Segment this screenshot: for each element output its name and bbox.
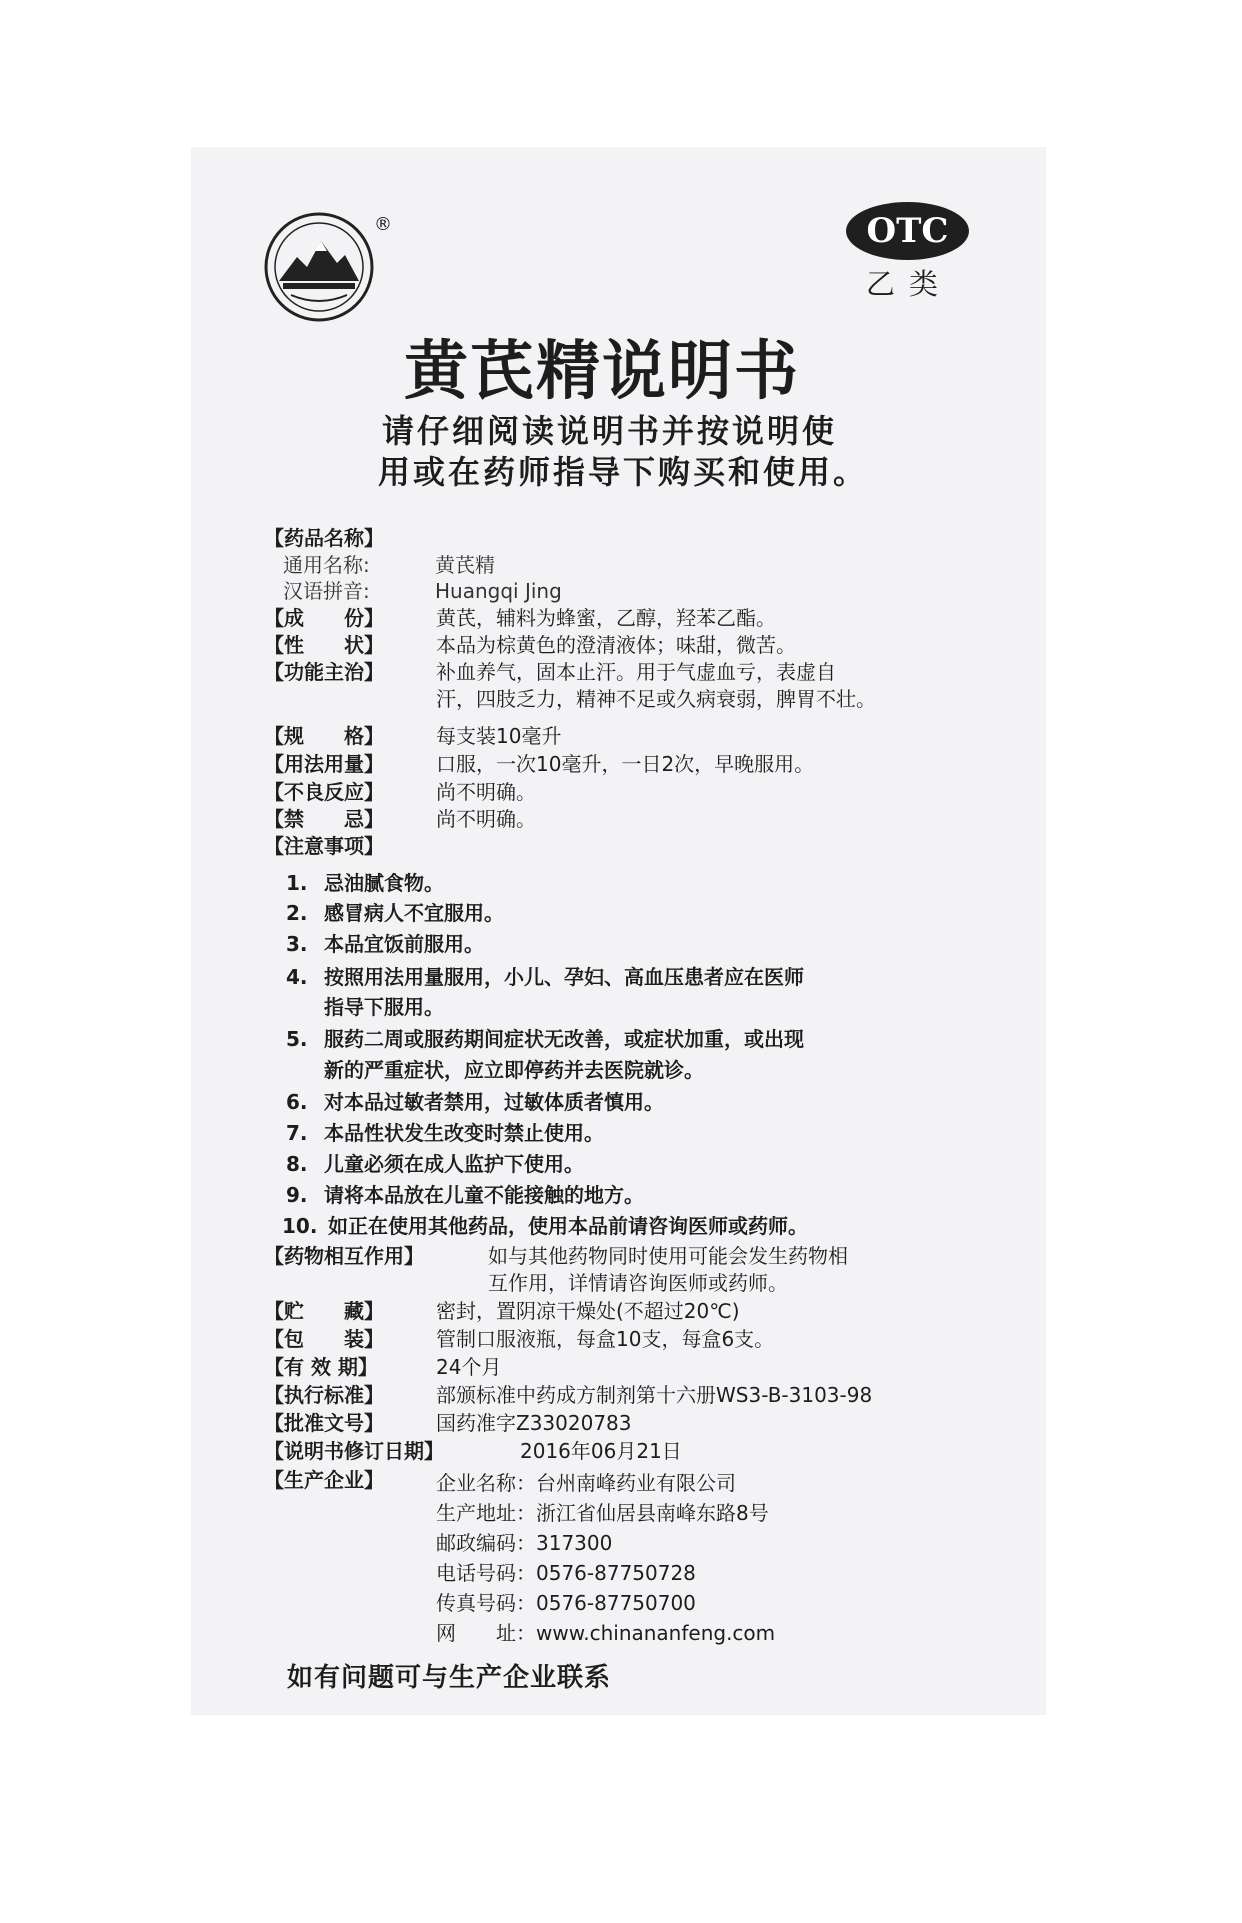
precaution-item-continued: 指导下服用。: [324, 995, 444, 1019]
section-label: 【成 份】: [264, 606, 384, 630]
generic-name-label: 通用名称:: [283, 553, 370, 577]
company-name-line: 企业名称：台州南峰药业有限公司: [436, 1471, 736, 1495]
section-label: 【注意事项】: [264, 834, 384, 858]
section-label: 【性 状】: [264, 633, 384, 657]
section-label: 【说明书修订日期】: [264, 1439, 444, 1463]
indications-line-1: 补血养气，固本止汗。用于气虚血亏，表虚自: [436, 660, 836, 684]
section-label: 【用法用量】: [264, 752, 384, 776]
otc-badge: OTC: [846, 202, 969, 260]
precaution-item: 6. 对本品过敏者禁用，过敏体质者慎用。: [286, 1090, 664, 1114]
interactions-line-2: 互作用，详情请咨询医师或药师。: [488, 1271, 788, 1295]
mountain-seal-logo-icon: [263, 211, 375, 323]
contraindications-value: 尚不明确。: [436, 807, 536, 831]
section-label: 【功能主治】: [264, 660, 384, 684]
section-label: 【包 装】: [264, 1327, 384, 1351]
section-label: 【有 效 期】: [264, 1355, 378, 1379]
indications-line-2: 汗，四肢乏力，精神不足或久病衰弱，脾胃不壮。: [436, 687, 876, 711]
shelf-life-value: 24个月: [436, 1355, 502, 1379]
precaution-item: 7. 本品性状发生改变时禁止使用。: [286, 1121, 604, 1145]
precaution-item: 1. 忌油腻食物。: [286, 871, 444, 895]
contact-note: 如有问题可与生产企业联系: [287, 1663, 612, 1693]
ingredients-value: 黄芪，辅料为蜂蜜，乙醇，羟苯乙酯。: [436, 606, 776, 630]
otc-class-label: 乙类: [866, 267, 953, 301]
reading-notice-line-1: 请仔细阅读说明书并按说明使: [382, 412, 838, 450]
generic-name-value: 黄芪精: [435, 553, 495, 577]
section-label: 【执行标准】: [264, 1383, 384, 1407]
generic-name-row: [283, 552, 495, 578]
interactions-line-1: 如与其他药物同时使用可能会发生药物相: [488, 1244, 848, 1268]
precaution-item: 10. 如正在使用其他药品，使用本品前请咨询医师或药师。: [282, 1214, 808, 1238]
approval-value: 国药准字Z33020783: [436, 1411, 632, 1435]
specification-value: 每支装10毫升: [436, 724, 562, 748]
precaution-item: 3. 本品宜饭前服用。: [286, 932, 484, 956]
adverse-value: 尚不明确。: [436, 780, 536, 804]
fax-line: 传真号码：0576-87750700: [436, 1591, 696, 1615]
section-label: 【禁 忌】: [264, 807, 384, 831]
pinyin-label: 汉语拼音:: [283, 579, 370, 603]
section-label: 【药物相互作用】: [264, 1244, 424, 1268]
precaution-item-continued: 新的严重症状，应立即停药并去医院就诊。: [324, 1058, 704, 1082]
reading-notice-line-2: 用或在药师指导下购买和使用。: [378, 453, 869, 491]
revision-value: 2016年06月21日: [520, 1439, 682, 1463]
dosage-value: 口服，一次10毫升，一日2次，早晚服用。: [436, 752, 815, 776]
address-line: 生产地址：浙江省仙居县南峰东路8号: [436, 1501, 769, 1525]
precaution-item: 4. 按照用法用量服用，小儿、孕妇、高血压患者应在医师: [286, 965, 804, 989]
section-label: 【规 格】: [264, 724, 384, 748]
pinyin-row: [283, 578, 562, 604]
precaution-item: 9. 请将本品放在儿童不能接触的地方。: [286, 1183, 644, 1207]
precaution-item: 8. 儿童必须在成人监护下使用。: [286, 1152, 584, 1176]
storage-value: 密封，置阴凉干燥处(不超过20℃): [436, 1299, 740, 1323]
standard-value: 部颁标准中药成方制剂第十六册WS3-B-3103-98: [436, 1383, 873, 1407]
section-label: 【药品名称】: [264, 526, 384, 550]
page-title: 黄芪精说明书: [404, 335, 800, 409]
section-label: 【批准文号】: [264, 1411, 384, 1435]
pinyin-value: Huangqi Jing: [435, 579, 562, 603]
website-line: 网 址：www.chinananfeng.com: [436, 1621, 776, 1645]
package-value: 管制口服液瓶，每盒10支，每盒6支。: [436, 1327, 775, 1351]
phone-line: 电话号码：0576-87750728: [436, 1561, 696, 1585]
section-label: 【不良反应】: [264, 780, 384, 804]
registered-mark: ®: [374, 214, 392, 235]
appearance-value: 本品为棕黄色的澄清液体；味甜，微苦。: [436, 633, 796, 657]
precaution-item: 5. 服药二周或服药期间症状无改善，或症状加重，或出现: [286, 1027, 804, 1051]
postcode-line: 邮政编码：317300: [436, 1531, 613, 1555]
precaution-item: 2. 感冒病人不宜服用。: [286, 901, 504, 925]
section-label: 【生产企业】: [264, 1468, 384, 1492]
section-label: 【贮 藏】: [264, 1299, 384, 1323]
